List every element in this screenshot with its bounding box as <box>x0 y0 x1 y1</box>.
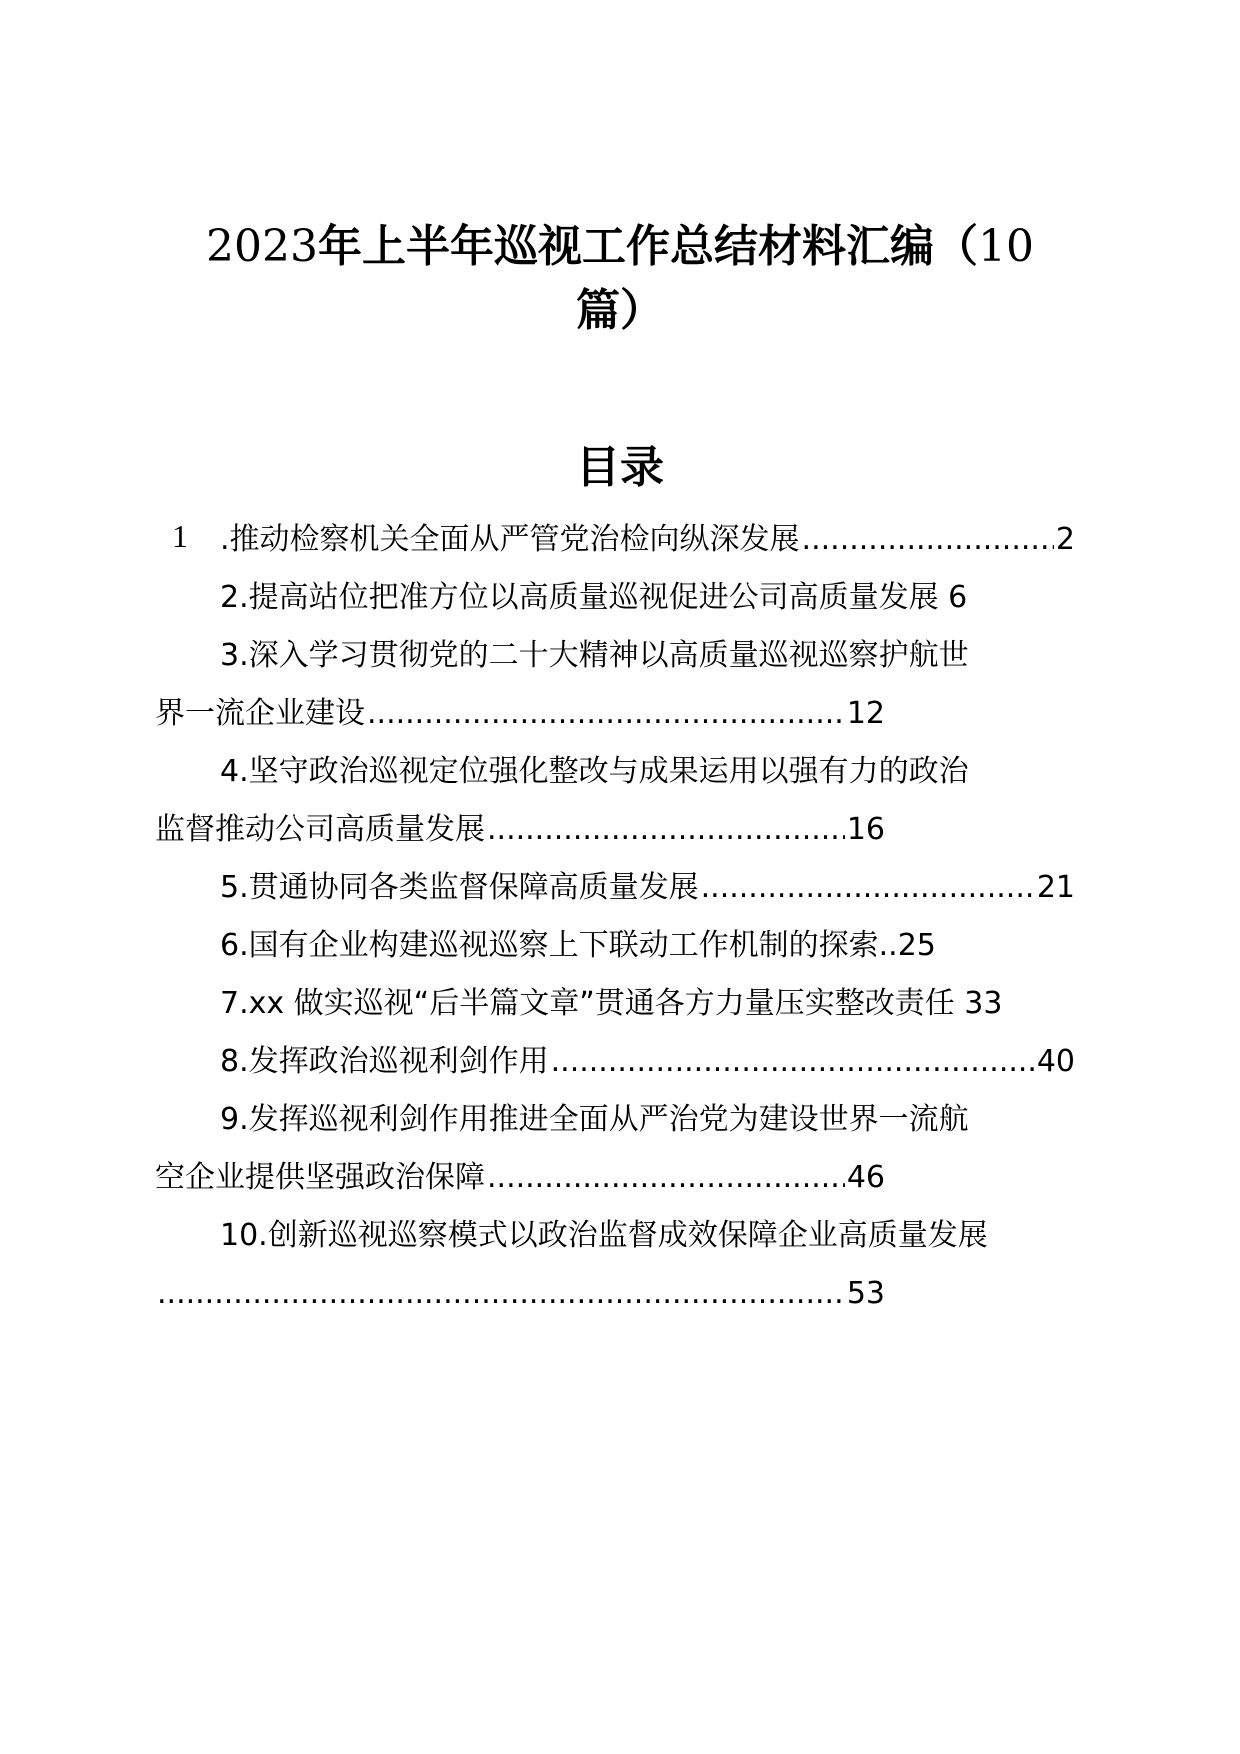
toc-entry-text: 4.坚守政治巡视定位强化整改与成果运用以强有力的政治 <box>220 754 969 789</box>
toc-entry-page: 21 <box>1036 870 1075 905</box>
toc-entry-page: 53 <box>846 1276 885 1311</box>
toc-entry-text: 5.贯通协同各类监督保障高质量发展 <box>220 870 699 905</box>
toc-entry-4-line-2[interactable] <box>155 810 885 850</box>
toc-entry-page: 16 <box>846 812 885 847</box>
page-marker: 1 <box>172 518 188 554</box>
toc-entry-3-line-1[interactable] <box>220 636 1075 676</box>
title-suffix: 篇） <box>576 285 664 336</box>
document-title <box>150 215 1090 343</box>
toc-entry-text: .推动检察机关全面从严管党治检向纵深发展 <box>220 522 800 557</box>
toc-entry-text: 9.发挥巡视利剑作用推进全面从严治党为建设世界一流航 <box>220 1102 969 1137</box>
title-text: 年上半年巡视工作总结材料汇编（ <box>317 221 978 272</box>
title-year: 2023 <box>206 221 318 272</box>
title-count: 10 <box>977 221 1034 272</box>
toc-entry-9-line-2[interactable] <box>155 1158 885 1198</box>
toc-entry-page: 46 <box>846 1160 885 1195</box>
toc-entry-text: 6.国有企业构建巡视巡察上下联动工作机制的探索..25 <box>220 928 936 963</box>
toc-leader-dots <box>487 810 845 850</box>
toc-entry-text: 2.提高站位把准方位以高质量巡视促进公司高质量发展 6 <box>220 580 968 615</box>
toc-entry-text: 10.创新巡视巡察模式以政治监督成效保障企业高质量发展 <box>220 1218 988 1253</box>
toc-entry-10-line-1[interactable] <box>220 1216 1075 1256</box>
toc-entry-6[interactable] <box>220 926 1075 966</box>
toc-entry-9-line-1[interactable] <box>220 1100 1075 1140</box>
toc-leader-dots <box>701 868 1035 908</box>
toc-entry-4-line-1[interactable] <box>220 752 1075 792</box>
toc-entry-8[interactable] <box>220 1042 1075 1082</box>
toc-entry-1[interactable] <box>220 520 1075 560</box>
toc-leader-dots <box>551 1042 1035 1082</box>
toc-entry-3-line-2[interactable] <box>155 694 885 734</box>
toc-entry-2[interactable] <box>220 578 1075 618</box>
toc-leader-dots <box>367 694 845 734</box>
toc-entry-text: 空企业提供坚强政治保障 <box>155 1160 485 1195</box>
toc-entry-text: 7.xx 做实巡视“后半篇文章”贯通各方力量压实整改责任 33 <box>220 986 1003 1021</box>
toc-entry-page: 2 <box>1055 522 1075 557</box>
toc-entry-page: 12 <box>846 696 885 731</box>
toc-leader-dots <box>487 1158 845 1198</box>
toc-entry-text: 8.发挥政治巡视利剑作用 <box>220 1044 549 1079</box>
toc-entry-10-line-2[interactable] <box>155 1274 885 1314</box>
toc-entry-text: 界一流企业建设 <box>155 696 365 731</box>
toc-leader-dots <box>157 1274 845 1314</box>
toc-entry-7[interactable] <box>220 984 1075 1024</box>
toc-entry-page: 40 <box>1036 1044 1075 1079</box>
toc-leader-dots <box>802 520 1054 560</box>
toc-entry-text: 3.深入学习贯彻党的二十大精神以高质量巡视巡察护航世 <box>220 638 969 673</box>
toc-entry-5[interactable] <box>220 868 1075 908</box>
toc-entry-text: 监督推动公司高质量发展 <box>155 812 485 847</box>
toc-heading: 目录 <box>576 442 664 493</box>
